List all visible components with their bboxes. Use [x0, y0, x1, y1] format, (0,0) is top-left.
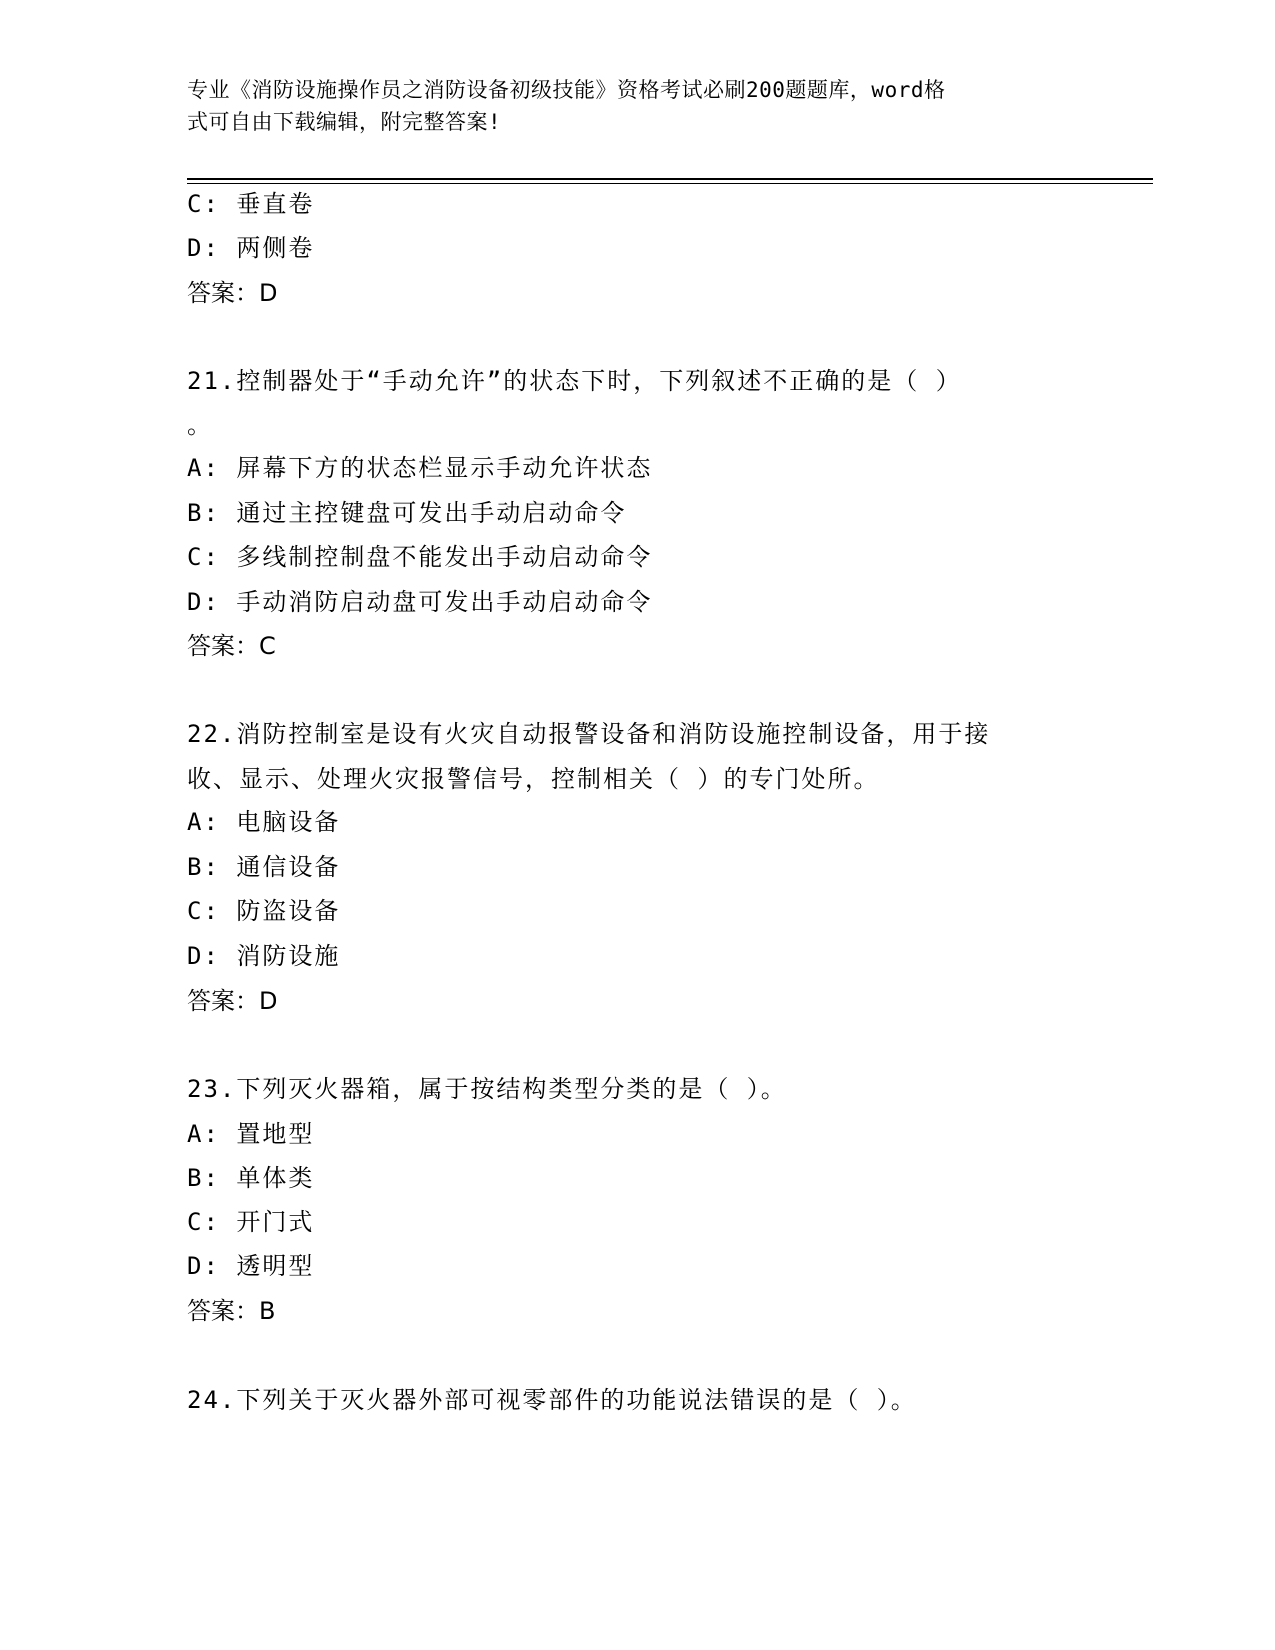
q24-stem: 24.下列关于灭火器外部可视零部件的功能说法错误的是（ ）。 — [187, 1386, 917, 1414]
q23-option-c: C: 开门式 — [187, 1208, 315, 1236]
header-divider-thick — [187, 178, 1153, 180]
q22-option-b: B: 通信设备 — [187, 853, 341, 881]
q21-option-d: D: 手动消防启动盘可发出手动启动命令 — [187, 588, 653, 616]
header-line-2: 式可自由下载编辑，附完整答案! — [187, 110, 502, 134]
q23-stem: 23.下列灭火器箱，属于按结构类型分类的是（ ）。 — [187, 1075, 787, 1103]
document-header — [187, 74, 1067, 138]
q20-option-d: D: 两侧卷 — [187, 234, 315, 262]
q22-stem-line-1: 22.消防控制室是设有火灾自动报警设备和消防设施控制设备，用于接 — [187, 720, 991, 748]
q21-option-a: A: 屏幕下方的状态栏显示手动允许状态 — [187, 454, 653, 482]
q22-option-a: A: 电脑设备 — [187, 808, 341, 836]
q22-option-c: C: 防盗设备 — [187, 897, 341, 925]
q21-answer: 答案：C — [187, 632, 276, 660]
q23-answer: 答案：B — [187, 1297, 276, 1325]
q20-option-c: C: 垂直卷 — [187, 190, 315, 218]
q22-stem-line-2: 收、显示、处理火灾报警信号，控制相关（ ）的专门处所。 — [187, 765, 880, 793]
q20-answer: 答案：D — [187, 279, 278, 307]
header-line-1: 专业《消防设施操作员之消防设备初级技能》资格考试必刷200题题库，word格 — [187, 78, 946, 102]
header-divider-thin — [187, 183, 1153, 184]
q21-stem-line-2: 。 — [187, 411, 213, 439]
q23-option-d: D: 透明型 — [187, 1252, 315, 1280]
q22-answer: 答案：D — [187, 987, 278, 1015]
q21-option-b: B: 通过主控键盘可发出手动启动命令 — [187, 499, 627, 527]
q23-option-a: A: 置地型 — [187, 1120, 315, 1148]
q22-option-d: D: 消防设施 — [187, 942, 341, 970]
q21-option-c: C: 多线制控制盘不能发出手动启动命令 — [187, 543, 653, 571]
q21-stem-line-1: 21.控制器处于“手动允许”的状态下时，下列叙述不正确的是（ ） — [187, 367, 962, 395]
q23-option-b: B: 单体类 — [187, 1164, 315, 1192]
